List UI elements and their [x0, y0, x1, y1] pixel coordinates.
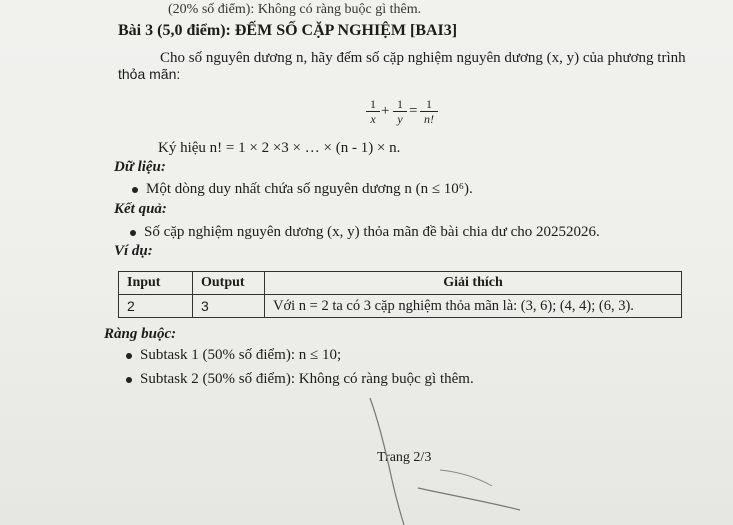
- fraction-numerator: 1: [393, 98, 407, 112]
- equals-sign: =: [409, 103, 418, 119]
- input-bullet-text: Một dòng duy nhất chứa số nguyên dương n (n ≤ 10⁶).: [146, 181, 473, 197]
- previous-subtask-line: (20% số điểm): Không có ràng buộc gì thêm.: [168, 2, 422, 17]
- cell-input: 2: [119, 295, 193, 318]
- example-heading: Ví dụ:: [114, 243, 153, 259]
- problem-title: Bài 3 (5,0 điểm): ĐẾM SỐ CẶP NGHIỆM [BAI3]: [118, 22, 458, 39]
- fraction-numerator: 1: [420, 98, 438, 112]
- page-number: Trang 2/3: [377, 450, 432, 465]
- intro-line-1: Cho số nguyên dương n, hãy đếm số cặp nghiệm nguyên dương (x, y) của phương trình: [160, 50, 686, 66]
- subtask-1-text: Subtask 1 (50% số điểm): n ≤ 10;: [140, 347, 342, 363]
- output-heading: Kết quả:: [114, 201, 167, 217]
- factorial-definition: Ký hiệu n! = 1 × 2 ×3 × … × (n - 1) × n.: [158, 140, 401, 156]
- intro-line-2: thỏa mãn:: [118, 66, 181, 82]
- fraction-denominator: n!: [424, 112, 434, 126]
- header-explanation: Giải thích: [265, 272, 682, 295]
- plus-sign: +: [381, 103, 390, 119]
- cell-output: 3: [193, 295, 265, 318]
- fraction-denominator: y: [397, 112, 403, 126]
- fraction-numerator: 1: [366, 98, 380, 112]
- header-input: Input: [119, 272, 193, 295]
- cell-explanation: Với n = 2 ta có 3 cặp nghiệm thỏa mãn là: (3, 6); (4, 4); (6, 3).: [265, 295, 682, 318]
- output-bullet-text: Số cặp nghiệm nguyên dương (x, y) thỏa mãn đề bài chia dư cho 20252026.: [144, 224, 600, 240]
- fraction-denominator: x: [370, 112, 376, 126]
- pen-stroke-arc: [440, 470, 492, 486]
- pen-stroke-diagonal: [418, 488, 520, 510]
- constraints-heading: Ràng buộc:: [104, 326, 177, 342]
- pen-stroke-vertical: [370, 398, 404, 525]
- header-output: Output: [193, 272, 265, 295]
- input-heading: Dữ liệu:: [114, 159, 166, 175]
- subtask-2-text: Subtask 2 (50% số điểm): Không có ràng buộc gì thêm.: [140, 371, 474, 387]
